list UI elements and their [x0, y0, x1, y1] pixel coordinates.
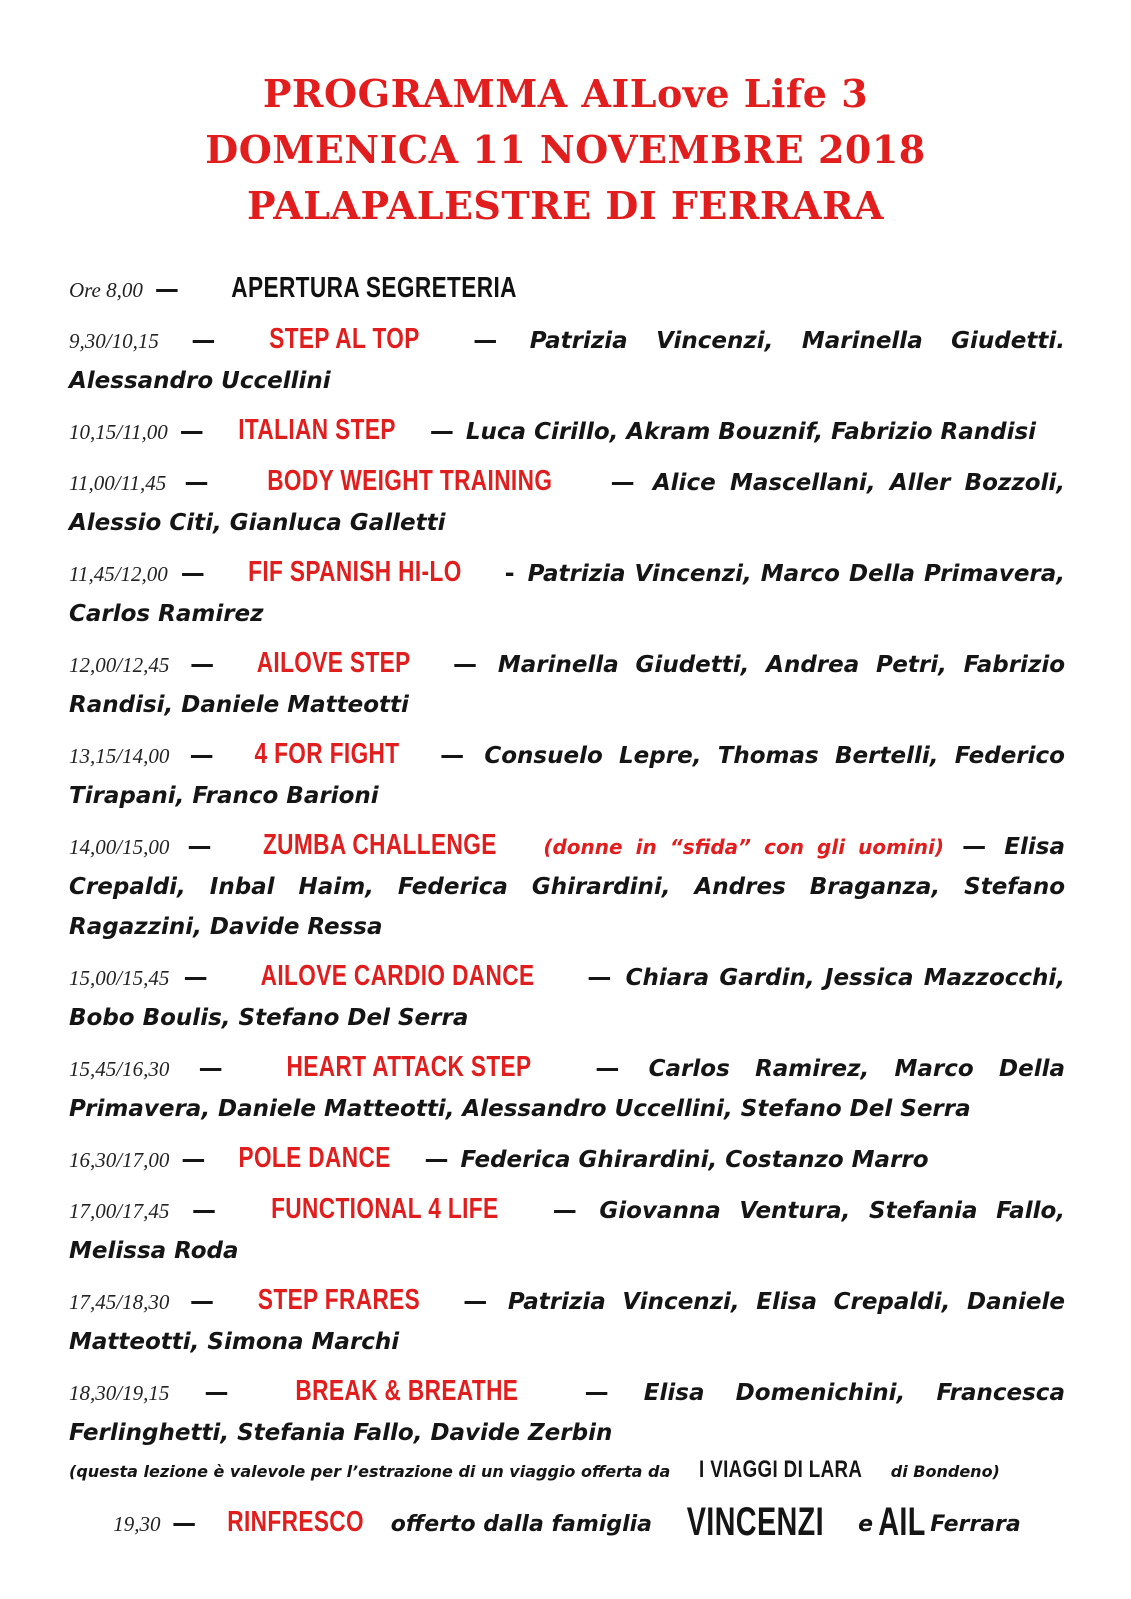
lesson-note — [69, 1456, 1065, 1486]
closing-activity: RINFRESCO — [227, 1506, 364, 1538]
dash: - — [504, 559, 515, 587]
entry-time: 18,30/19,15 — [69, 1381, 170, 1405]
dash: — — [429, 417, 454, 445]
schedule-entry — [69, 461, 1065, 543]
note-brand: I VIAGGI DI LARA — [698, 1456, 863, 1483]
dash: — — [610, 468, 635, 496]
entry-activity: BREAK & BREATHE — [295, 1375, 518, 1407]
entry-time: Ore 8,00 — [69, 278, 143, 302]
entry-people: Carlos Ramirez, Marco Della Primavera, Daniele Matteotti, Alessandro Uccellini, Stefano Del Serra — [69, 1056, 1065, 1122]
dash: — — [154, 275, 179, 303]
dash: — — [190, 650, 215, 678]
header-date: DOMENICA 11 NOVEMBRE 2018 — [205, 127, 926, 172]
entry-time: 10,15/11,00 — [69, 420, 168, 444]
entry-activity: HEART ATTACK STEP — [286, 1051, 532, 1083]
note-text-end: di Bondeno) — [890, 1462, 1000, 1481]
dash: — — [587, 963, 612, 991]
entry-activity: ITALIAN STEP — [238, 414, 396, 446]
entry-activity: STEP AL TOP — [269, 323, 420, 355]
entry-activity: BODY WEIGHT TRAINING — [266, 465, 553, 497]
dash: — — [180, 559, 205, 587]
entry-people: Alice Mascellani, Aller Bozzoli, Alessio Citi, Gianluca Galletti — [69, 470, 1066, 536]
entry-people: Marinella Giudetti, Andrea Petri, Fabrizio Randisi, Daniele Matteotti — [69, 652, 1066, 718]
schedule-entry — [69, 734, 1065, 816]
dash: — — [187, 832, 212, 860]
schedule-entry — [69, 410, 1065, 452]
schedule-entry — [69, 552, 1065, 634]
closing-line — [69, 1496, 1065, 1551]
dash: — — [204, 1378, 229, 1406]
schedule-entry — [69, 1047, 1065, 1129]
entry-time: 13,15/14,00 — [69, 744, 170, 768]
entry-activity: POLE DANCE — [238, 1142, 392, 1174]
entry-time: 15,45/16,30 — [69, 1057, 170, 1081]
dash: — — [595, 1054, 620, 1082]
note-text: (questa lezione è valevole per l’estrazione di un viaggio offerta da — [69, 1462, 671, 1481]
schedule-entry — [69, 825, 1065, 947]
entry-people: Federica Ghirardini, Costanzo Marro — [460, 1147, 929, 1173]
schedule-entry — [69, 1189, 1065, 1271]
entry-activity: FIF SPANISH HI-LO — [247, 556, 462, 588]
dash: — — [198, 1054, 223, 1082]
entry-time: 17,45/18,30 — [69, 1290, 170, 1314]
entry-people: Giovanna Ventura, Stefania Fallo, Melissa Roda — [69, 1198, 1065, 1264]
entry-people: Consuelo Lepre, Thomas Bertelli, Federico Tirapani, Franco Barioni — [69, 743, 1065, 809]
entry-note: (donne in “sfida” con gli uomini) — [543, 835, 945, 859]
schedule-entry — [69, 319, 1065, 401]
header-title: PROGRAMMA AILove Life 3 — [262, 71, 869, 116]
schedule-entry — [69, 643, 1065, 725]
entry-time: 11,45/12,00 — [69, 562, 168, 586]
entry-people: Patrizia Vincenzi, Elisa Crepaldi, Daniele Matteotti, Simona Marchi — [69, 1289, 1065, 1355]
entry-activity: ZUMBA CHALLENGE — [262, 829, 497, 861]
entry-people: Patrizia Vincenzi, Marinella Giudetti. Alessandro Uccellini — [69, 328, 1065, 394]
schedule-entry — [69, 268, 1065, 310]
entry-people: Chiara Gardin, Jessica Mazzocchi, Bobo Boulis, Stefano Del Serra — [69, 965, 1066, 1031]
schedule-entry — [69, 1138, 1065, 1180]
dash: — — [189, 741, 214, 769]
program-header — [0, 66, 1131, 234]
dash: — — [184, 468, 209, 496]
dash: — — [183, 963, 208, 991]
entry-activity: AILOVE CARDIO DANCE — [260, 960, 535, 992]
closing-conjunction: e — [858, 1512, 873, 1537]
entry-activity: FUNCTIONAL 4 LIFE — [270, 1193, 499, 1225]
dash: — — [453, 650, 478, 678]
closing-time: 19,30 — [113, 1512, 161, 1536]
dash: — — [584, 1378, 609, 1406]
dash: — — [181, 1145, 206, 1173]
closing-ail-name: AIL — [877, 1500, 926, 1544]
dash: — — [463, 1287, 488, 1315]
closing-text: offerto dalla famiglia — [390, 1512, 653, 1537]
entry-time: 14,00/15,00 — [69, 835, 170, 859]
entry-activity: APERTURA SEGRETERIA — [231, 272, 517, 304]
entry-time: 17,00/17,45 — [69, 1199, 170, 1223]
dash: — — [179, 417, 204, 445]
schedule-list — [69, 268, 1065, 1551]
closing-family-name: VINCENZI — [686, 1500, 824, 1544]
entry-people: Elisa Domenichini, Francesca Ferlinghetti, Stefania Fallo, Davide Zerbin — [69, 1380, 1065, 1446]
entry-activity: AILOVE STEP — [256, 647, 411, 679]
entry-time: 12,00/12,45 — [69, 653, 170, 677]
dash: — — [552, 1196, 577, 1224]
schedule-entry — [69, 1280, 1065, 1362]
dash: — — [440, 741, 465, 769]
dash: — — [424, 1145, 449, 1173]
header-venue: PALAPALESTRE DI FERRARA — [246, 183, 885, 228]
schedule-entry — [69, 1371, 1065, 1453]
dash: — — [191, 326, 216, 354]
entry-people: Luca Cirillo, Akram Bouznif, Fabrizio Randisi — [465, 419, 1037, 445]
entry-time: 11,00/11,45 — [69, 471, 167, 495]
dash: — — [962, 832, 987, 860]
dash: — — [473, 326, 498, 354]
dash: — — [172, 1509, 197, 1537]
dash: — — [191, 1196, 216, 1224]
entry-time: 16,30/17,00 — [69, 1148, 170, 1172]
entry-activity: STEP FRARES — [257, 1284, 420, 1316]
schedule-entry — [69, 956, 1065, 1038]
entry-time: 9,30/10,15 — [69, 329, 159, 353]
entry-people: Patrizia Vincenzi, Marco Della Primavera, Carlos Ramirez — [69, 561, 1066, 627]
dash: — — [189, 1287, 214, 1315]
entry-activity: 4 FOR FIGHT — [254, 738, 400, 770]
entry-time: 15,00/15,45 — [69, 966, 170, 990]
closing-city: Ferrara — [930, 1512, 1021, 1537]
entry-people: Elisa Crepaldi, Inbal Haim, Federica Ghirardini, Andres Braganza, Stefano Ragazzini, Davide Ressa — [69, 834, 1065, 940]
